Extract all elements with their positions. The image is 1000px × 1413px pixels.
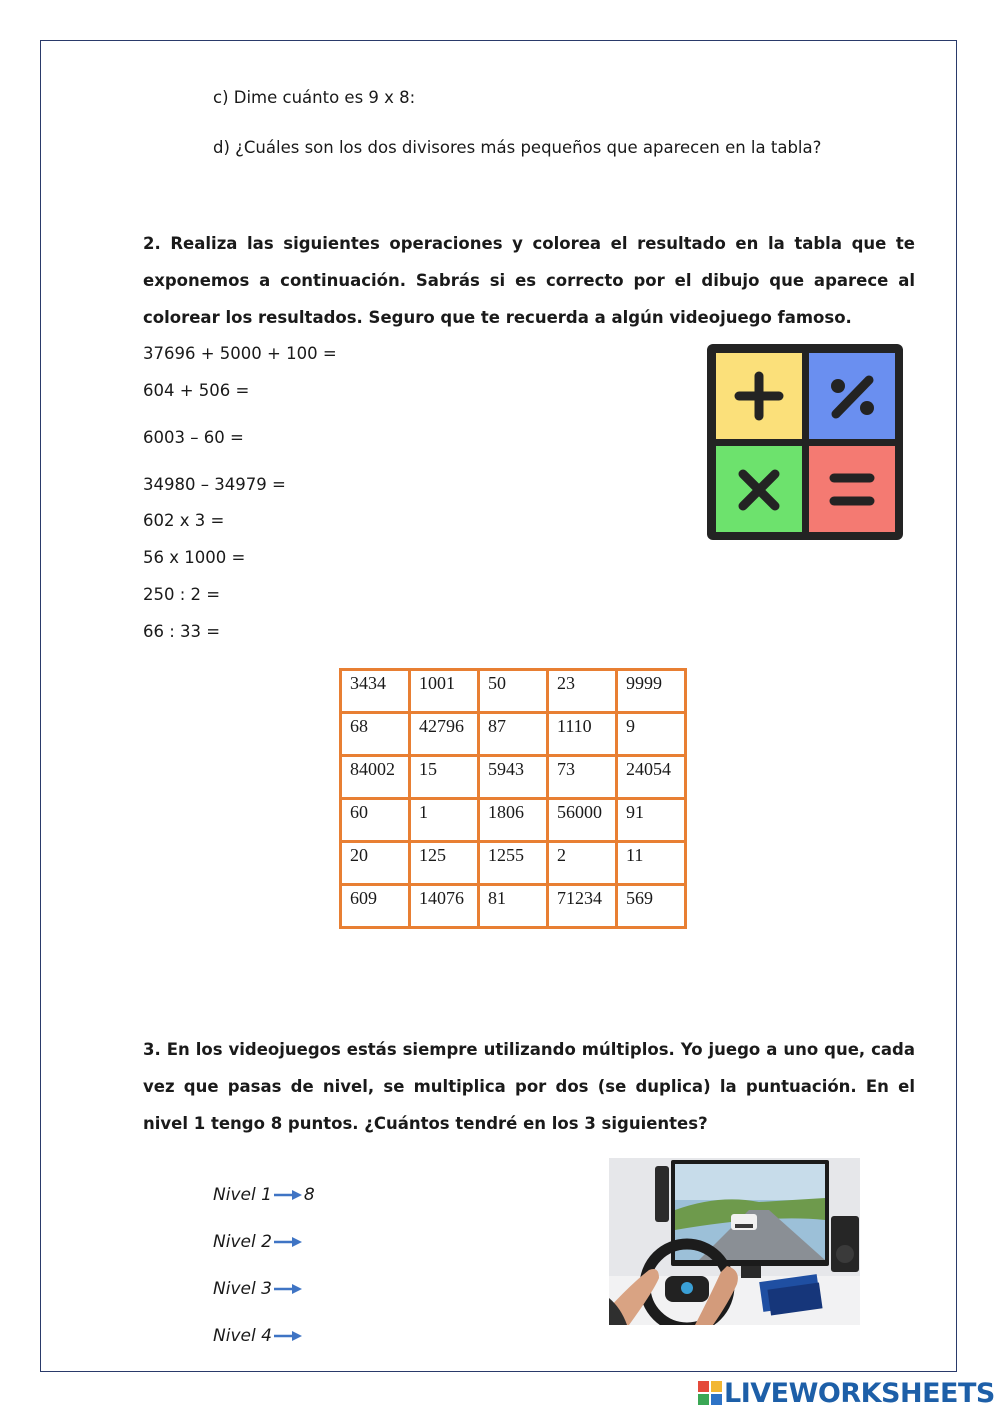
- table-cell[interactable]: 1001: [410, 670, 479, 713]
- table-cell[interactable]: 125: [410, 842, 479, 885]
- logo-text: LIVEWORKSHEETS: [724, 1377, 995, 1409]
- calculator-icon: [707, 344, 903, 540]
- table-cell[interactable]: 71234: [548, 885, 617, 928]
- table-row: [341, 799, 686, 842]
- level-row: [213, 1279, 304, 1299]
- table-cell[interactable]: 609: [341, 885, 410, 928]
- level-row: [213, 1185, 315, 1205]
- operation: 66 : 33 =: [143, 622, 221, 641]
- table-cell[interactable]: 14076: [410, 885, 479, 928]
- operation: 56 x 1000 =: [143, 548, 246, 567]
- operation: 37696 + 5000 + 100 =: [143, 344, 337, 363]
- table-cell[interactable]: 11: [617, 842, 686, 885]
- level-row: [213, 1326, 304, 1346]
- table-cell[interactable]: 23: [548, 670, 617, 713]
- results-table: [339, 668, 687, 929]
- table-cell[interactable]: 3434: [341, 670, 410, 713]
- level-label: Nivel 3: [213, 1279, 272, 1299]
- table-cell[interactable]: 9999: [617, 670, 686, 713]
- table-cell[interactable]: 1110: [548, 713, 617, 756]
- racing-game-photo: [609, 1158, 860, 1325]
- level-label: Nivel 4: [213, 1326, 272, 1346]
- operation: 250 : 2 =: [143, 585, 221, 604]
- table-cell[interactable]: 73: [548, 756, 617, 799]
- level-label: Nivel 2: [213, 1232, 272, 1252]
- arrow-right-icon: [274, 1189, 302, 1201]
- table-row: [341, 670, 686, 713]
- question-3-text: 3. En los videojuegos estás siempre utilizando múltiplos. Yo juego a uno que, cada vez que pasas de nivel, se multiplica por dos (se duplica) la puntuación. En el nivel 1 tengo 8 puntos. ¿Cuántos tendré en los 3 siguientes?: [143, 1040, 915, 1133]
- operation: 6003 – 60 =: [143, 428, 244, 447]
- table-cell[interactable]: 84002: [341, 756, 410, 799]
- table-cell[interactable]: 5943: [479, 756, 548, 799]
- table-cell[interactable]: 68: [341, 713, 410, 756]
- arrow-right-icon: [274, 1283, 302, 1295]
- table-row: [341, 885, 686, 928]
- table-cell[interactable]: 20: [341, 842, 410, 885]
- table-cell[interactable]: 56000: [548, 799, 617, 842]
- table-cell[interactable]: 60: [341, 799, 410, 842]
- table-cell[interactable]: 50: [479, 670, 548, 713]
- calculator-symbols-icon: [707, 344, 903, 540]
- operation: 602 x 3 =: [143, 511, 225, 530]
- table-cell[interactable]: 15: [410, 756, 479, 799]
- arrow-right-icon: [274, 1236, 302, 1248]
- table-row: [341, 756, 686, 799]
- arrow-right-icon: [274, 1330, 302, 1342]
- table-cell[interactable]: 91: [617, 799, 686, 842]
- table-cell[interactable]: 24054: [617, 756, 686, 799]
- table-row: [341, 842, 686, 885]
- level-label: Nivel 1: [213, 1185, 272, 1205]
- question-c: c) Dime cuánto es 9 x 8:: [213, 88, 416, 107]
- table-cell[interactable]: 42796: [410, 713, 479, 756]
- table-cell[interactable]: 1806: [479, 799, 548, 842]
- question-d: d) ¿Cuáles son los dos divisores más pequeños que aparecen en la tabla?: [213, 138, 822, 157]
- liveworksheets-logo: [698, 1378, 995, 1408]
- table-cell[interactable]: 81: [479, 885, 548, 928]
- table-cell[interactable]: 1255: [479, 842, 548, 885]
- level-value[interactable]: 8: [303, 1185, 315, 1205]
- liveworksheets-emblem-icon: [698, 1381, 722, 1405]
- table-cell[interactable]: 569: [617, 885, 686, 928]
- table-cell[interactable]: 1: [410, 799, 479, 842]
- table-row: [341, 713, 686, 756]
- question-2-text: 2. Realiza las siguientes operaciones y colorea el resultado en la tabla que te exponemos a continuación. Sabrás si es correcto por el dibujo que aparece al colorear los resultados. Seguro que te recuerda a algún videojuego famoso.: [143, 234, 915, 327]
- table-cell[interactable]: 87: [479, 713, 548, 756]
- level-row: [213, 1232, 304, 1252]
- operation: 604 + 506 =: [143, 381, 250, 400]
- operation: 34980 – 34979 =: [143, 475, 286, 494]
- table-cell[interactable]: 9: [617, 713, 686, 756]
- table-cell[interactable]: 2: [548, 842, 617, 885]
